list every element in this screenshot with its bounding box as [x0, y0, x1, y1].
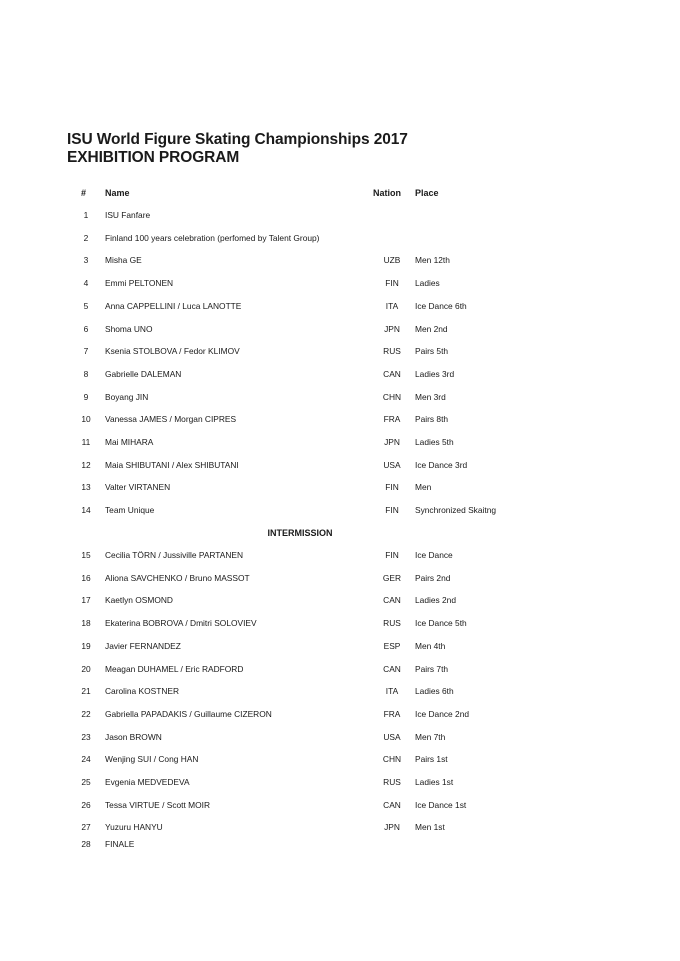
table-row [0, 822, 680, 836]
row-number: 6 [83, 323, 89, 334]
row-name: Jason BROWN [105, 731, 162, 742]
row-name: Kaetlyn OSMOND [105, 595, 173, 606]
row-name: Vanessa JAMES / Morgan CIPRES [105, 414, 237, 425]
table-row [0, 233, 680, 247]
row-nation: RUS [383, 618, 401, 629]
row-number: 19 [81, 640, 91, 651]
row-place: Men 4th [415, 640, 446, 651]
header-nation: Nation [373, 188, 401, 198]
row-place: Pairs 7th [415, 663, 449, 674]
title-line-2: EXHIBITION PROGRAM [67, 149, 240, 166]
row-nation: FRA [383, 414, 401, 425]
row-nation: CHN [382, 391, 402, 402]
row-nation: JPN [384, 437, 400, 447]
row-nation: FRA [383, 708, 401, 719]
table-row [0, 573, 680, 587]
row-number: 15 [81, 550, 91, 560]
intermission-label [0, 528, 680, 538]
row-place: Pairs 8th [415, 414, 449, 425]
row-name: Misha GE [105, 255, 142, 266]
row-name: Valter VIRTANEN [105, 482, 171, 493]
row-nation: RUS [383, 346, 401, 357]
row-nation: USA [383, 731, 401, 742]
row-name: Emmi PELTONEN [105, 278, 174, 289]
table-row [0, 210, 680, 224]
table-row [0, 686, 680, 700]
table-row [0, 777, 680, 791]
row-nation: USA [383, 459, 401, 470]
table-row [0, 369, 680, 383]
row-name: Evgenia MEDVEDEVA [105, 777, 190, 787]
row-name: Tessa VIRTUE / Scott MOIR [105, 799, 211, 810]
table-row [0, 550, 680, 564]
row-place: Pairs 2nd [415, 572, 451, 583]
table-row [0, 618, 680, 632]
table-row [0, 595, 680, 609]
document-title [67, 131, 408, 167]
header-name: Name [105, 188, 130, 198]
row-nation: FIN [385, 482, 399, 493]
table-row [0, 324, 680, 338]
row-nation: CAN [383, 799, 401, 810]
row-number: 3 [83, 255, 89, 266]
row-name: Cecilia TÖRN / Jussiville PARTANEN [105, 550, 244, 560]
row-number: 14 [81, 505, 91, 516]
row-number: 4 [83, 278, 89, 289]
row-nation: GER [382, 572, 402, 583]
row-number: 10 [81, 414, 91, 425]
table-row [0, 346, 680, 360]
row-place: Synchronized Skaitng [415, 505, 497, 516]
row-name: Anna CAPPELLINI / Luca LANOTTE [105, 300, 242, 311]
row-name: Aliona SAVCHENKO / Bruno MASSOT [105, 572, 250, 583]
row-place: Pairs 1st [415, 754, 448, 765]
row-nation: RUS [383, 777, 401, 787]
table-row [0, 482, 680, 496]
intermission-text: INTERMISSION [267, 528, 333, 538]
row-name: Ksenia STOLBOVA / Fedor KLIMOV [105, 346, 240, 357]
row-nation: JPN [384, 323, 400, 334]
table-row [0, 437, 680, 451]
row-name: Meagan DUHAMEL / Eric RADFORD [105, 663, 244, 674]
row-nation: CAN [383, 368, 401, 379]
table-row [0, 709, 680, 723]
row-place: Ice Dance 2nd [415, 708, 470, 719]
row-number: 21 [81, 686, 91, 697]
table-row [0, 732, 680, 746]
row-place: Ice Dance 1st [415, 799, 467, 810]
row-name: Yuzuru HANYU [105, 822, 163, 833]
table-row [0, 278, 680, 292]
row-place: Ice Dance 3rd [415, 459, 468, 470]
row-name: Mai MIHARA [105, 437, 154, 447]
row-nation: FIN [385, 550, 399, 560]
row-nation: FIN [385, 278, 399, 289]
row-number: 5 [83, 300, 89, 311]
table-row [0, 460, 680, 474]
row-name: ISU Fanfare [105, 210, 151, 220]
row-place: Ladies [415, 278, 440, 289]
row-number: 22 [81, 708, 91, 719]
row-number: 20 [81, 663, 91, 674]
row-name: Ekaterina BOBROVA / Dmitri SOLOVIEV [105, 618, 257, 629]
row-nation: ITA [385, 300, 399, 311]
row-number: 25 [81, 777, 91, 787]
row-name: FINALE [105, 839, 135, 850]
row-nation: CHN [382, 754, 402, 765]
row-number: 2 [83, 232, 89, 243]
row-place: Ladies 6th [415, 686, 454, 697]
row-place: Ice Dance 6th [415, 300, 467, 311]
row-place: Men 2nd [415, 323, 448, 334]
row-place: Ladies 5th [415, 437, 454, 447]
row-place: Men 12th [415, 255, 450, 266]
row-place: Ladies 1st [415, 777, 454, 787]
row-place: Men [415, 482, 432, 493]
row-place: Men 7th [415, 731, 446, 742]
row-name: Maia SHIBUTANI / Alex SHIBUTANI [105, 459, 239, 470]
table-row [0, 641, 680, 655]
row-nation: CAN [383, 595, 401, 606]
row-number: 23 [81, 731, 91, 742]
table-row [0, 839, 680, 853]
row-name: Shoma UNO [105, 323, 153, 334]
row-number: 8 [83, 368, 89, 379]
row-name: Gabriella PAPADAKIS / Guillaume CIZERON [105, 708, 272, 719]
row-name: Finland 100 years celebration (perfomed by Talent Group) [105, 232, 320, 243]
row-number: 1 [83, 210, 89, 220]
row-nation: FIN [385, 505, 399, 516]
row-number: 26 [81, 799, 91, 810]
table-row [0, 505, 680, 519]
row-number: 7 [83, 346, 89, 357]
row-nation: UZB [383, 255, 401, 266]
row-place: Ice Dance 5th [415, 618, 467, 629]
row-place: Pairs 5th [415, 346, 449, 357]
row-number: 18 [81, 618, 91, 629]
row-place: Ladies 2nd [415, 595, 456, 606]
row-place: Men 1st [415, 822, 445, 833]
row-name: Javier FERNANDEZ [105, 640, 181, 651]
row-nation: ITA [385, 686, 399, 697]
row-number: 17 [81, 595, 91, 606]
table-row [0, 754, 680, 768]
table-row [0, 301, 680, 315]
table-row [0, 664, 680, 678]
header-place: Place [415, 188, 439, 198]
table-row [0, 800, 680, 814]
table-row [0, 414, 680, 428]
row-number: 9 [83, 391, 89, 402]
row-nation: JPN [384, 822, 400, 833]
row-place: Ladies 3rd [415, 368, 455, 379]
row-name: Team Unique [105, 505, 155, 516]
row-name: Carolina KOSTNER [105, 686, 180, 697]
row-name: Wenjing SUI / Cong HAN [105, 754, 199, 765]
row-nation: CAN [383, 663, 401, 674]
row-name: Boyang JIN [105, 391, 149, 402]
row-number: 24 [81, 754, 91, 765]
row-number: 28 [81, 839, 91, 850]
row-place: Men 3rd [415, 391, 446, 402]
row-number: 11 [81, 437, 91, 447]
title-line-1: ISU World Figure Skating Championships 2017 [67, 131, 408, 148]
row-number: 16 [81, 572, 91, 583]
row-number: 12 [81, 459, 91, 470]
row-number: 13 [81, 482, 91, 493]
header-number: # [81, 188, 87, 198]
row-number: 27 [81, 822, 91, 833]
row-nation: ESP [383, 640, 401, 651]
row-name: Gabrielle DALEMAN [105, 368, 182, 379]
table-row [0, 392, 680, 406]
table-row [0, 255, 680, 269]
row-place: Ice Dance [415, 550, 453, 560]
